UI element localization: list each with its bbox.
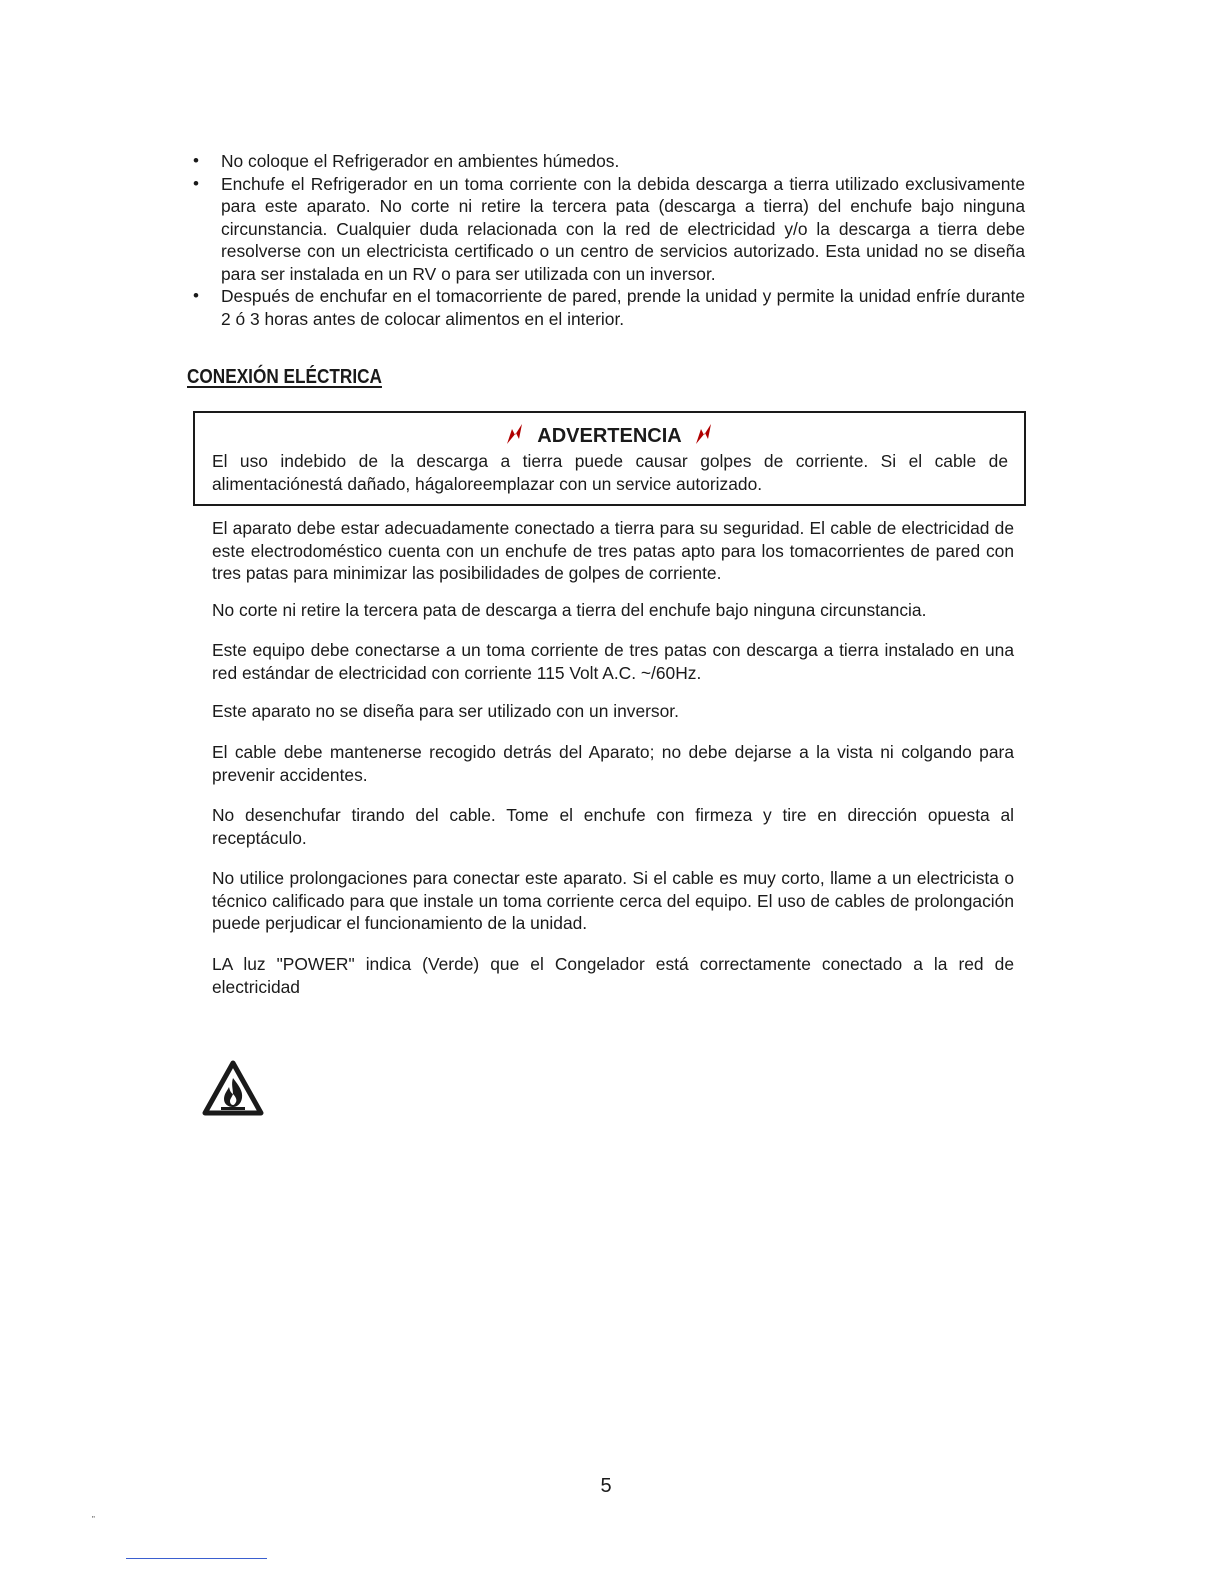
warning-text: El uso indebido de la descarga a tierra puede causar golpes de corriente. Si el cable de alimentaciónestá dañado, hágaloreemplazar con un service autorizado. xyxy=(212,451,1008,494)
bullet-item: • No coloque el Refrigerador en ambientes húmedos. xyxy=(193,151,620,171)
warning-title-text: ADVERTENCIA xyxy=(537,425,682,447)
paragraph: Este equipo debe conectarse a un toma corriente de tres patas con descarga a tierra instalado en una red estándar de electricidad con corriente 115 Volt A.C. ~/60Hz. xyxy=(212,640,1014,683)
bullet-list xyxy=(190,150,1025,330)
lightning-bolt-icon xyxy=(504,423,526,445)
footer-divider xyxy=(126,1558,267,1559)
warning-box xyxy=(193,411,1026,506)
footer-mark: " xyxy=(92,1515,95,1524)
paragraph: No desenchufar tirando del cable. Tome el enchufe con firmeza y tire en dirección opuesta al receptáculo. xyxy=(212,805,1014,848)
warning-title xyxy=(195,423,1024,448)
paragraph: No corte ni retire la tercera pata de descarga a tierra del enchufe bajo ninguna circunstancia. xyxy=(212,600,927,620)
paragraph: LA luz "POWER" indica (Verde) que el Congelador está correctamente conectado a la red de electricidad xyxy=(212,954,1014,997)
page-number: 5 xyxy=(600,1475,612,1497)
bullet-item: • Después de enchufar en el tomacorriente de pared, prende la unidad y permite la unidad enfríe durante 2 ó 3 horas antes de colocar alimentos en el interior. xyxy=(193,286,1025,329)
paragraph: Este aparato no se diseña para ser utilizado con un inversor. xyxy=(212,701,679,721)
flammable-warning-icon xyxy=(202,1060,264,1116)
bullet-item: • Enchufe el Refrigerador en un toma corriente con la debida descarga a tierra utilizado exclusivamente para este aparato. No corte ni retire la tercera pata (descarga a tierra) del enchufe bajo ninguna circunstancia. Cualquier duda relacionada con la red de electricidad y/o la descarga a tierra debe resolverse con un electricista certificado o un centro de servicios autorizado. Esta unidad no se diseña para ser instalada en un RV o para ser utilizada con un inversor. xyxy=(193,173,1025,284)
bullet-dot: • xyxy=(193,286,199,305)
paragraph: El cable debe mantenerse recogido detrás del Aparato; no debe dejarse a la vista ni colgando para prevenir accidentes. xyxy=(212,742,1014,785)
lightning-bolt-icon xyxy=(693,423,715,445)
bullet-dot: • xyxy=(193,173,199,193)
paragraph: El aparato debe estar adecuadamente conectado a tierra para su seguridad. El cable de electricidad de este electrodoméstico cuenta con un enchufe de tres patas apto para los tomacorrientes de pared con tres patas para minimizar las posibilidades de golpes de corriente. xyxy=(212,518,1014,583)
paragraph: No utilice prolongaciones para conectar este aparato. Si el cable es muy corto, llame a un electricista o técnico calificado para que instale un toma corriente cerca del equipo. El uso de cables de prolongación puede perjudicar el funcionamiento de la unidad. xyxy=(212,868,1014,933)
section-heading: CONEXIÓN ELÉCTRICA xyxy=(187,366,382,388)
bullet-dot: • xyxy=(193,151,199,170)
